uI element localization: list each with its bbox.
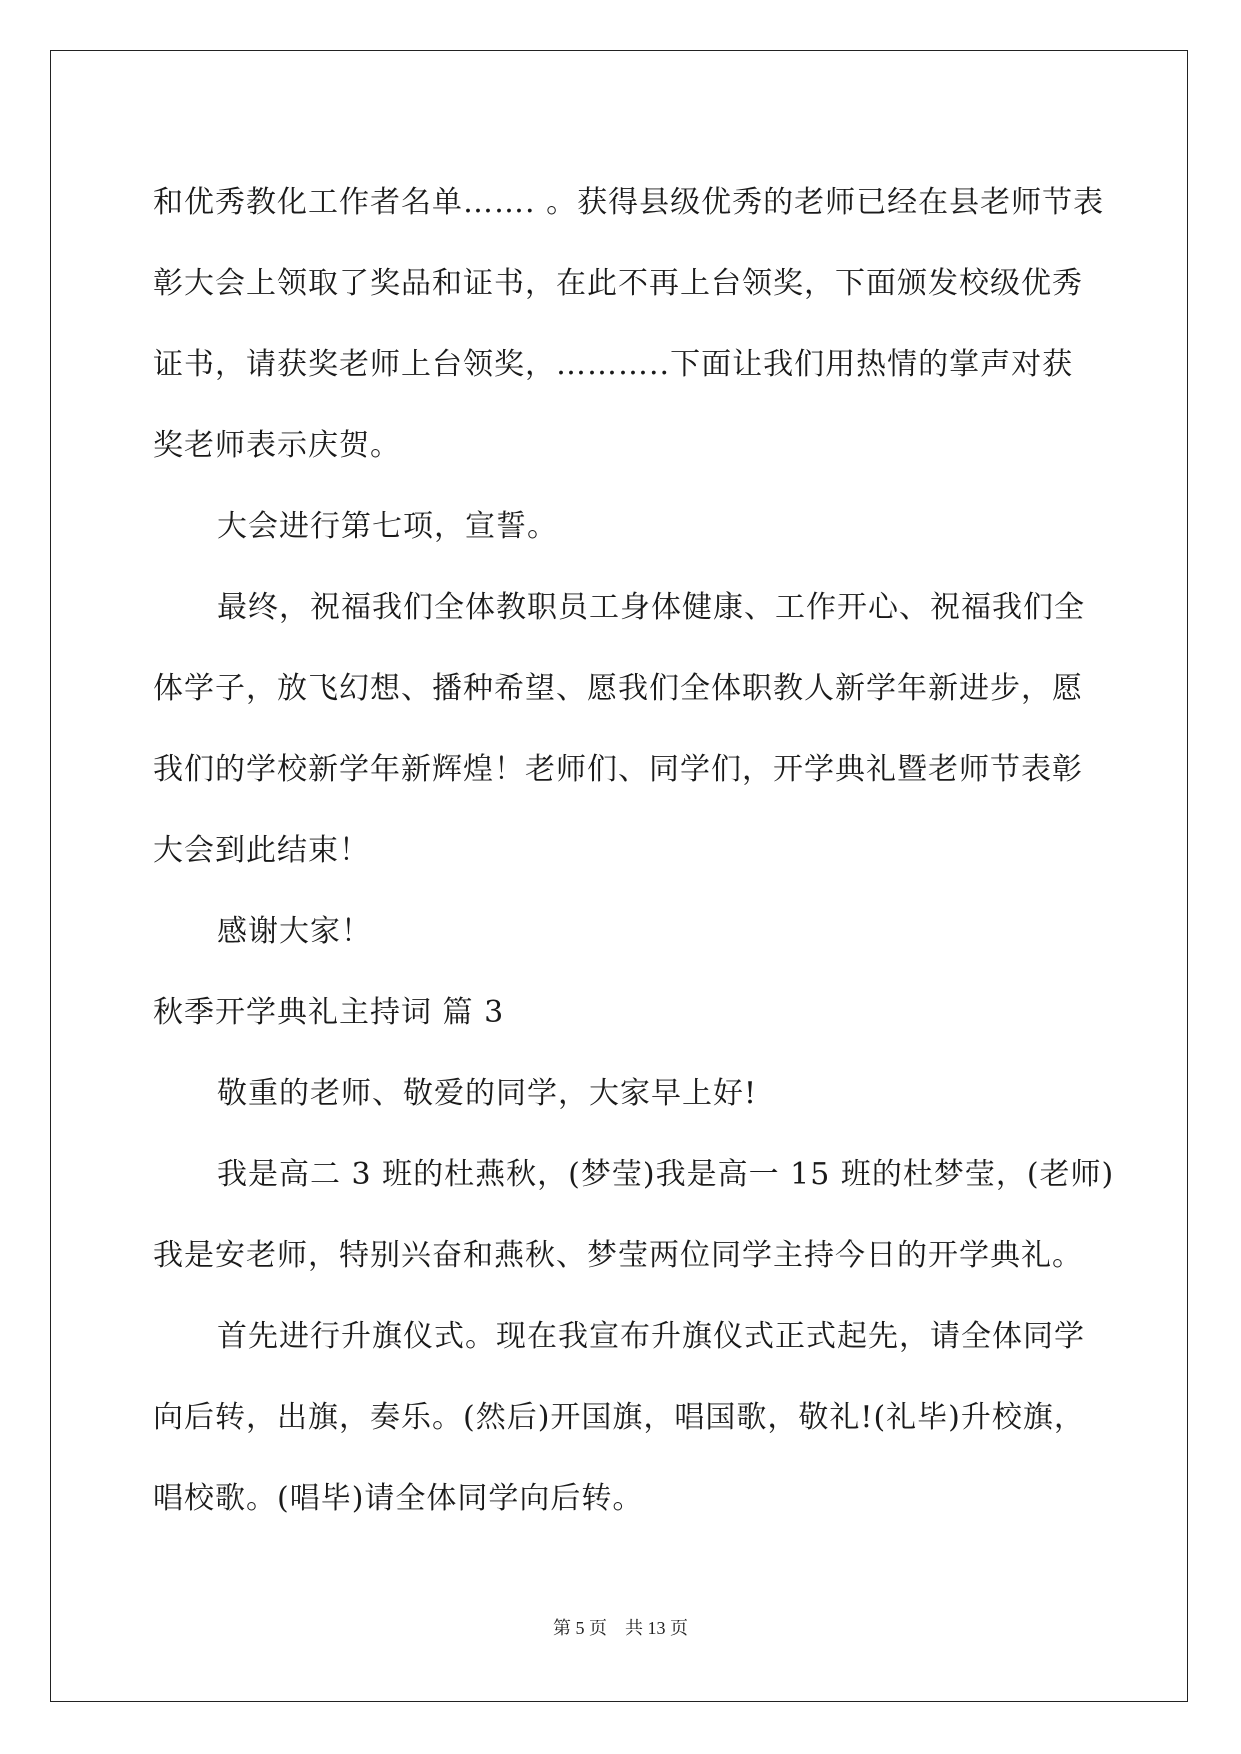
section-heading: 秋季开学典礼主持词 篇 3 bbox=[153, 995, 505, 1030]
text-line: 敬重的老师、敬爱的同学，大家早上好! bbox=[217, 1076, 758, 1111]
text-line: 奖老师表示庆贺。 bbox=[153, 428, 401, 463]
text-line: 大会进行第七项，宣誓。 bbox=[217, 509, 558, 544]
text-line: 大会到此结束！ bbox=[153, 833, 370, 868]
text-line: 体学子，放飞幻想、播种希望、愿我们全体职教人新学年新进步，愿 bbox=[153, 671, 1083, 706]
text-line: 感谢大家！ bbox=[217, 914, 372, 949]
text-line: 彰大会上领取了奖品和证书，在此不再上台领奖，下面颁发校级优秀 bbox=[153, 266, 1083, 301]
text-line: 首先进行升旗仪式。现在我宣布升旗仪式正式起先，请全体同学 bbox=[217, 1319, 1085, 1354]
page-footer bbox=[0, 1614, 1241, 1640]
text-line: 证书，请获奖老师上台领奖，………..下面让我们用热情的掌声对获 bbox=[153, 347, 1074, 382]
document-body bbox=[153, 162, 1115, 1539]
text-line: 唱校歌。(唱毕)请全体同学向后转。 bbox=[153, 1481, 644, 1516]
text-line: 我是高二 3 班的杜燕秋，(梦莹)我是高一 15 班的杜梦莹，(老师) bbox=[217, 1157, 1115, 1192]
text-line: 最终，祝福我们全体教职员工身体健康、工作开心、祝福我们全 bbox=[217, 590, 1085, 625]
text-line: 我是安老师，特别兴奋和燕秋、梦莹两位同学主持今日的开学典礼。 bbox=[153, 1238, 1083, 1273]
text-line: 我们的学校新学年新辉煌！老师们、同学们，开学典礼暨老师节表彰 bbox=[153, 752, 1083, 787]
text-line: 向后转，出旗，奏乐。(然后)开国旗，唱国歌，敬礼!(礼毕)升校旗， bbox=[153, 1400, 1085, 1435]
page-number: 第 5 页 bbox=[553, 1618, 607, 1638]
text-line: 和优秀教化工作者名单……. 。获得县级优秀的老师已经在县老师节表 bbox=[153, 185, 1105, 220]
page-total: 共 13 页 bbox=[625, 1618, 688, 1638]
